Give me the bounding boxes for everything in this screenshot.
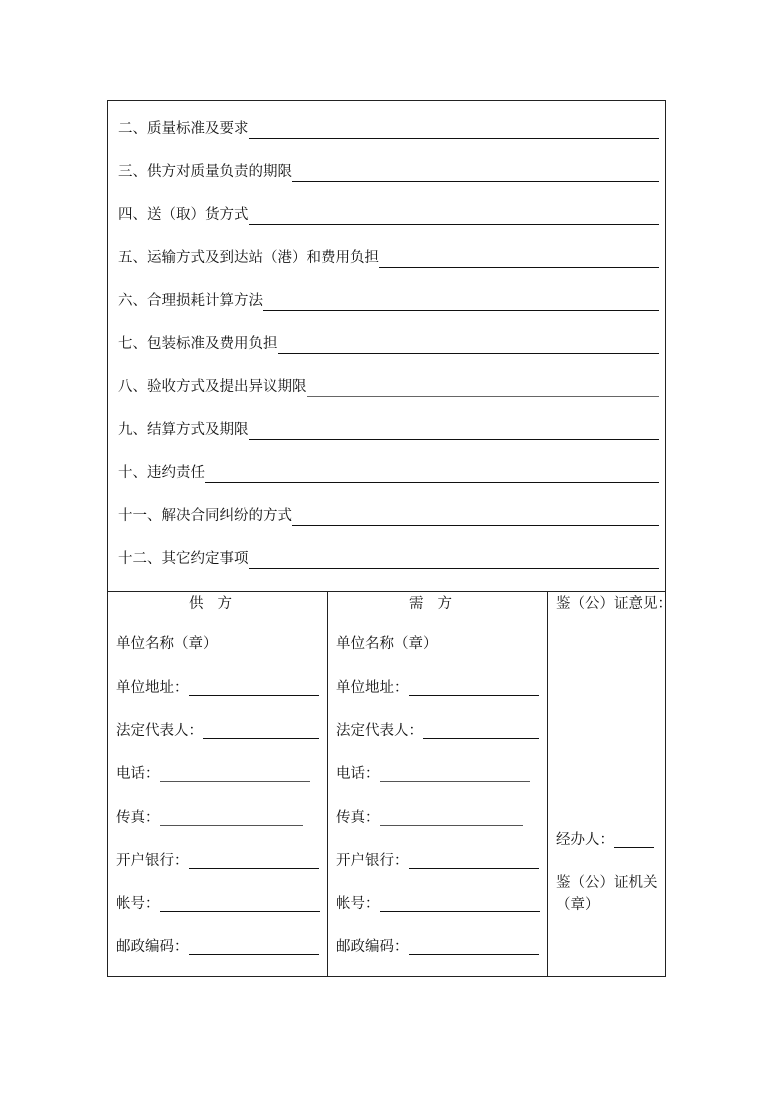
contract-form (107, 100, 672, 977)
term-fill-line[interactable] (292, 180, 659, 182)
term-row-delivery-method (118, 201, 659, 227)
term-label: 八、验收方式及提出异议期限 (118, 379, 307, 395)
buyer-bank-line[interactable] (409, 867, 539, 869)
buyer-postcode-field (336, 935, 539, 957)
notary-opinion-label: 鉴（公）证意见： (556, 596, 672, 612)
supplier-legal-rep-field (116, 719, 319, 741)
supplier-bank-line[interactable] (189, 867, 319, 869)
term-fill-line[interactable] (307, 395, 660, 397)
buyer-fax-field (336, 806, 523, 828)
buyer-fax-line[interactable] (380, 824, 523, 826)
supplier-phone-field (116, 762, 310, 784)
term-label: 三、供方对质量负责的期限 (118, 164, 292, 180)
supplier-account-field (116, 892, 320, 914)
term-label: 七、包装标准及费用负担 (118, 336, 278, 352)
supplier-address-field (116, 676, 319, 698)
field-label: 法定代表人： (116, 723, 203, 739)
field-label: 开户银行： (336, 853, 409, 869)
field-label: 传真： (336, 810, 380, 826)
supplier-address-line[interactable] (189, 694, 319, 696)
field-label: 单位名称（章） (116, 636, 218, 652)
field-label: 邮政编码： (336, 939, 409, 955)
term-fill-line[interactable] (249, 567, 660, 569)
buyer-address-line[interactable] (409, 694, 539, 696)
term-label: 十、违约责任 (118, 465, 205, 481)
term-fill-line[interactable] (292, 524, 659, 526)
field-label: 电话： (116, 766, 160, 782)
buyer-column (328, 592, 548, 976)
term-label: 二、质量标准及要求 (118, 121, 249, 137)
notary-agent-field (556, 830, 654, 850)
notary-authority-seal-label: 鉴（公）证机关（章） (556, 875, 658, 913)
notary-agent-line[interactable] (614, 846, 654, 848)
field-label: 单位地址： (336, 680, 409, 696)
field-label: 传真： (116, 810, 160, 826)
supplier-column (108, 592, 328, 976)
buyer-postcode-line[interactable] (409, 953, 539, 955)
field-label: 电话： (336, 766, 380, 782)
buyer-phone-field (336, 762, 530, 784)
term-row-quality-standard (118, 115, 659, 141)
supplier-phone-line[interactable] (160, 780, 310, 782)
term-row-dispute (118, 502, 659, 528)
supplier-bank-field (116, 849, 319, 871)
term-fill-line[interactable] (278, 352, 660, 354)
buyer-account-field (336, 892, 540, 914)
contract-terms-section (108, 101, 665, 592)
field-label: 经办人： (556, 832, 614, 848)
buyer-legal-rep-line[interactable] (423, 737, 539, 739)
supplier-heading: 供方 (189, 596, 246, 612)
buyer-heading: 需方 (409, 596, 466, 612)
supplier-account-line[interactable] (160, 910, 320, 912)
term-fill-line[interactable] (263, 309, 659, 311)
term-label: 十一、解决合同纠纷的方式 (118, 508, 292, 524)
field-label: 单位地址： (116, 680, 189, 696)
supplier-postcode-line[interactable] (189, 953, 319, 955)
buyer-account-line[interactable] (380, 910, 540, 912)
field-label: 单位名称（章） (336, 636, 438, 652)
term-row-quality-period (118, 158, 659, 184)
term-label: 六、合理损耗计算方法 (118, 293, 263, 309)
term-label: 九、结算方式及期限 (118, 422, 249, 438)
buyer-address-field (336, 676, 539, 698)
buyer-bank-field (336, 849, 539, 871)
term-fill-line[interactable] (379, 266, 659, 268)
parties-section (108, 592, 672, 976)
term-label: 五、运输方式及到达站（港）和费用负担 (118, 250, 379, 266)
field-label: 邮政编码： (116, 939, 189, 955)
supplier-legal-rep-line[interactable] (203, 737, 319, 739)
term-row-settlement (118, 416, 659, 442)
term-row-acceptance (118, 373, 659, 399)
field-label: 开户银行： (116, 853, 189, 869)
buyer-phone-line[interactable] (380, 780, 530, 782)
buyer-legal-rep-field (336, 719, 539, 741)
term-fill-line[interactable] (249, 137, 660, 139)
buyer-unit-name (336, 632, 438, 654)
term-fill-line[interactable] (205, 481, 659, 483)
term-label: 十二、其它约定事项 (118, 551, 249, 567)
field-label: 帐号： (336, 896, 380, 912)
term-row-packaging (118, 330, 659, 356)
term-row-transport (118, 244, 659, 270)
term-row-loss-calculation (118, 287, 659, 313)
term-row-other (118, 545, 659, 571)
supplier-postcode-field (116, 935, 319, 957)
term-label: 四、送（取）货方式 (118, 207, 249, 223)
term-fill-line[interactable] (249, 438, 660, 440)
field-label: 法定代表人： (336, 723, 423, 739)
notary-column (548, 592, 672, 976)
supplier-fax-line[interactable] (160, 824, 303, 826)
field-label: 帐号： (116, 896, 160, 912)
term-row-liability (118, 459, 659, 485)
term-fill-line[interactable] (249, 223, 660, 225)
supplier-unit-name (116, 632, 218, 654)
supplier-fax-field (116, 806, 303, 828)
